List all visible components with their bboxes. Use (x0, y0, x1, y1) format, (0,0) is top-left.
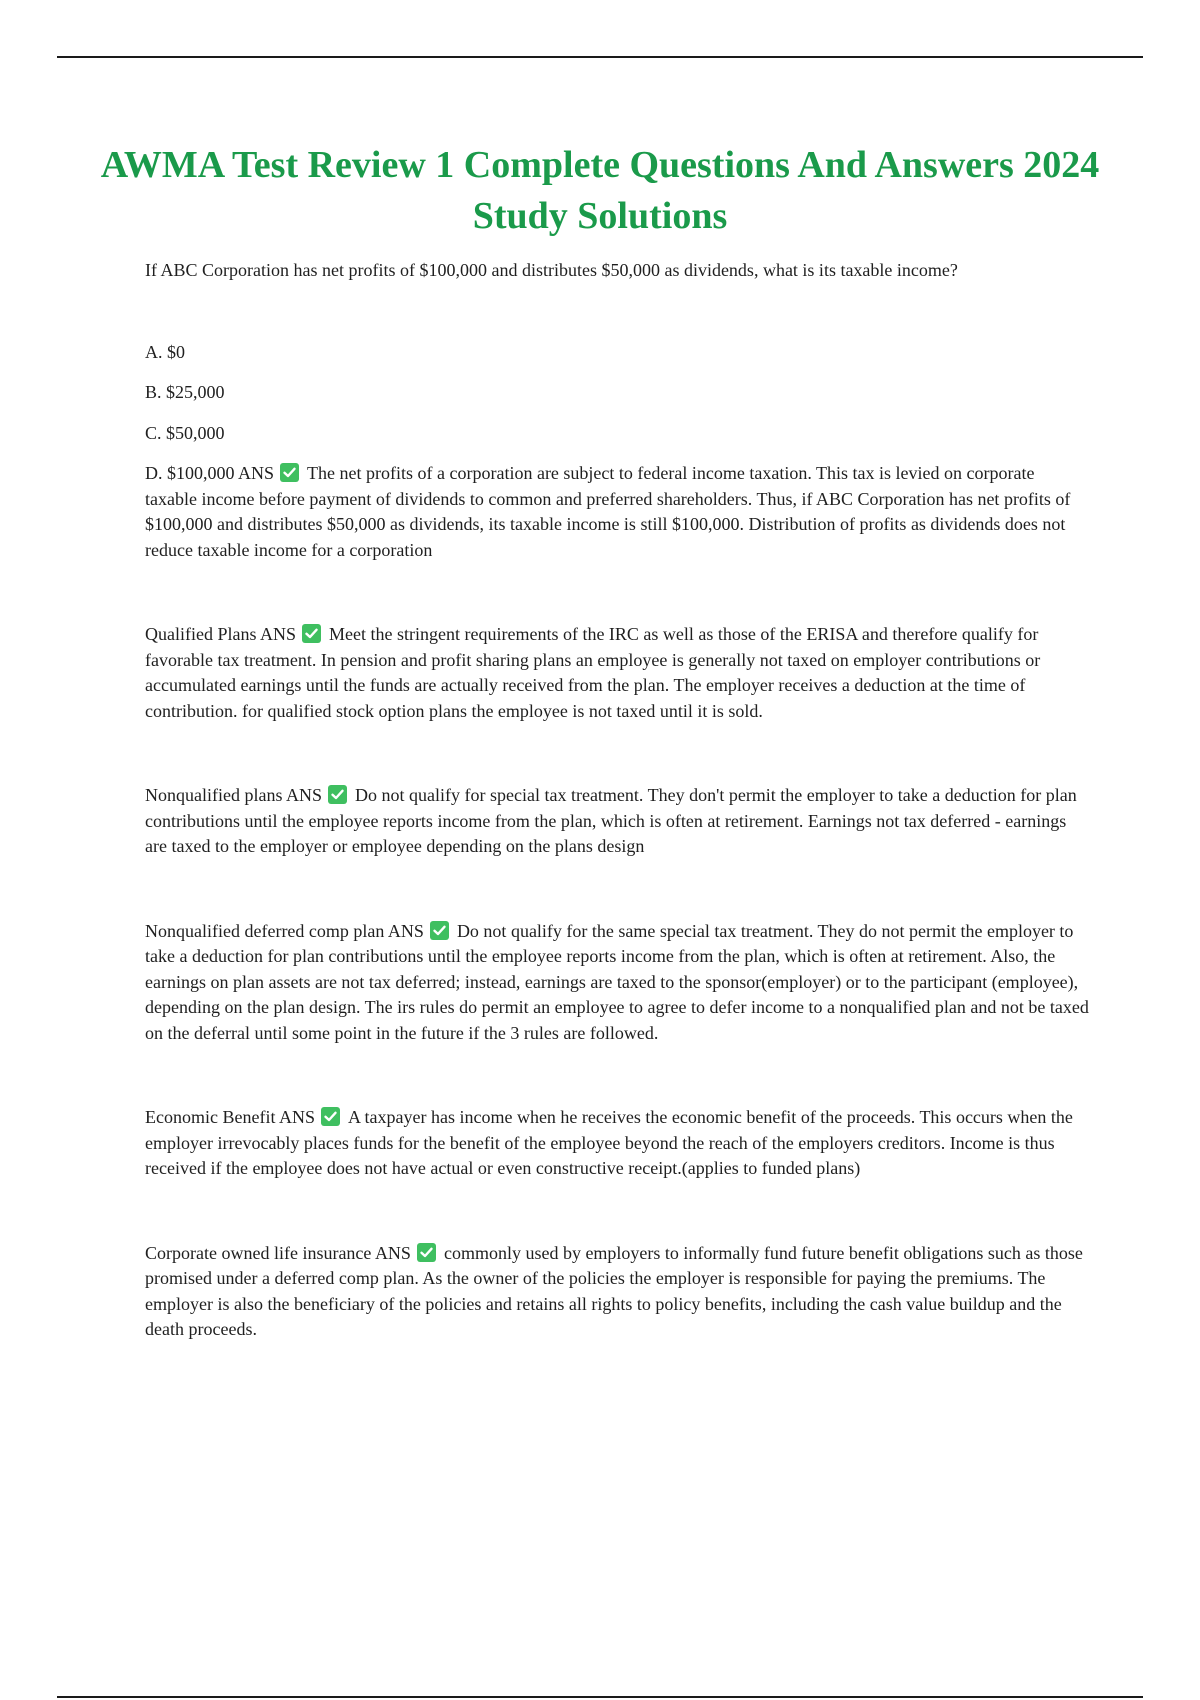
entry-term: Qualified Plans (145, 624, 257, 644)
entry-nonqualified-plans (145, 783, 1090, 860)
entry-term: Nonqualified deferred comp plan (145, 920, 385, 941)
entry-definition: commonly used by employers to informally fund future benefit obligations such as those promised under a deferred comp plan. As the owner of the policies the employer is responsible for paying the premiums. The employer is also the beneficiary of the policies and retains all rights to policy benefits, including the cash value buildup and the death proceeds. (145, 1242, 1083, 1339)
checkmark-icon (321, 1107, 340, 1126)
checkmark-icon (280, 463, 299, 482)
document-body (145, 258, 1090, 1402)
entry-nonqualified-deferred-comp-plan (145, 919, 1090, 1047)
option-b: B. $25,000 (145, 382, 225, 402)
answer-explanation: The net profits of a corporation are subject to federal income taxation. This tax is levied on corporate taxable income before payment of dividends to common and preferred shareholders. Thus, if ABC Corporation has net profits of $100,000 and distributes $50,000 as dividends, its taxable income is still $100,000. Distribution of profits as dividends does not reduce taxable income for a corporation (145, 463, 1071, 560)
bottom-rule (57, 1696, 1143, 1698)
entry-definition: Meet the stringent requirements of the IRC as well as those of the ERISA and therefore qualify for favorable tax treatment. In pension and profit sharing plans an employee is generally not taxed on employer contributions or accumulated earnings until the funds are actually received from the plan. The employer receives a deduction at the time of contribution. for qualified stock option plans the employee is not taxed until it is sold. (145, 624, 1041, 721)
ans-label: ANS (278, 1107, 315, 1127)
entry-qualified-plans (145, 622, 1090, 724)
entry-term: Nonqualified plans (145, 785, 283, 805)
checkmark-icon (302, 624, 321, 643)
checkmark-icon (430, 921, 449, 940)
ans-label: ANS (286, 785, 323, 805)
entry-corporate-owned-life-insurance (145, 1241, 1090, 1343)
page-title: AWMA Test Review 1 Complete Questions And Answers 2024 Study Solutions (100, 144, 1100, 237)
ans-label: ANS (238, 463, 275, 483)
ans-label: ANS (374, 1242, 411, 1263)
option-d-answer (145, 461, 1090, 563)
entry-term: Economic Benefit (145, 1107, 276, 1127)
entry-economic-benefit (145, 1105, 1090, 1182)
entry-definition: A taxpayer has income when he receives the economic benefit of the proceeds. This occurs when the employer irrevocably places funds for the benefit of the employee beyond the reach of the employers creditors. Income is thus received if the employee does not have actual or even constructive receipt.(applies to funded plans) (145, 1107, 1073, 1178)
ans-label: ANS (260, 624, 297, 644)
option-d-label: D. $100,000 (145, 463, 235, 483)
entry-definition: Do not qualify for the same special tax treatment. They do not permit the employer to take a deduction for plan contributions until the employee reports income from the plan, which is often at retirement. Also, the earnings on plan assets are not tax deferred; instead, earnings are taxed to the sponsor(employer) or to the participant (employee), depending on the plan design. The irs rules do permit an employee to agree to defer income to a nonqualified plan and not be taxed on the deferral until some point in the future if the 3 rules are followed. (145, 920, 1089, 1043)
entry-term: Corporate owned life insurance (145, 1242, 372, 1263)
entry-definition: Do not qualify for special tax treatment. They don't permit the employer to take a deduction for plan contributions until the employee reports income from the plan, which is often at retirement. Earnings not tax deferred - earnings are taxed to the employer or employee depending on the plans design (145, 785, 1077, 856)
checkmark-icon (328, 785, 347, 804)
option-a: A. $0 (145, 341, 185, 362)
ans-label: ANS (387, 920, 424, 941)
option-c: C. $50,000 (145, 422, 225, 443)
top-rule (57, 56, 1143, 58)
question-text: If ABC Corporation has net profits of $100,000 and distributes $50,000 as dividends, what is its taxable income? (145, 260, 958, 280)
checkmark-icon (417, 1243, 436, 1262)
